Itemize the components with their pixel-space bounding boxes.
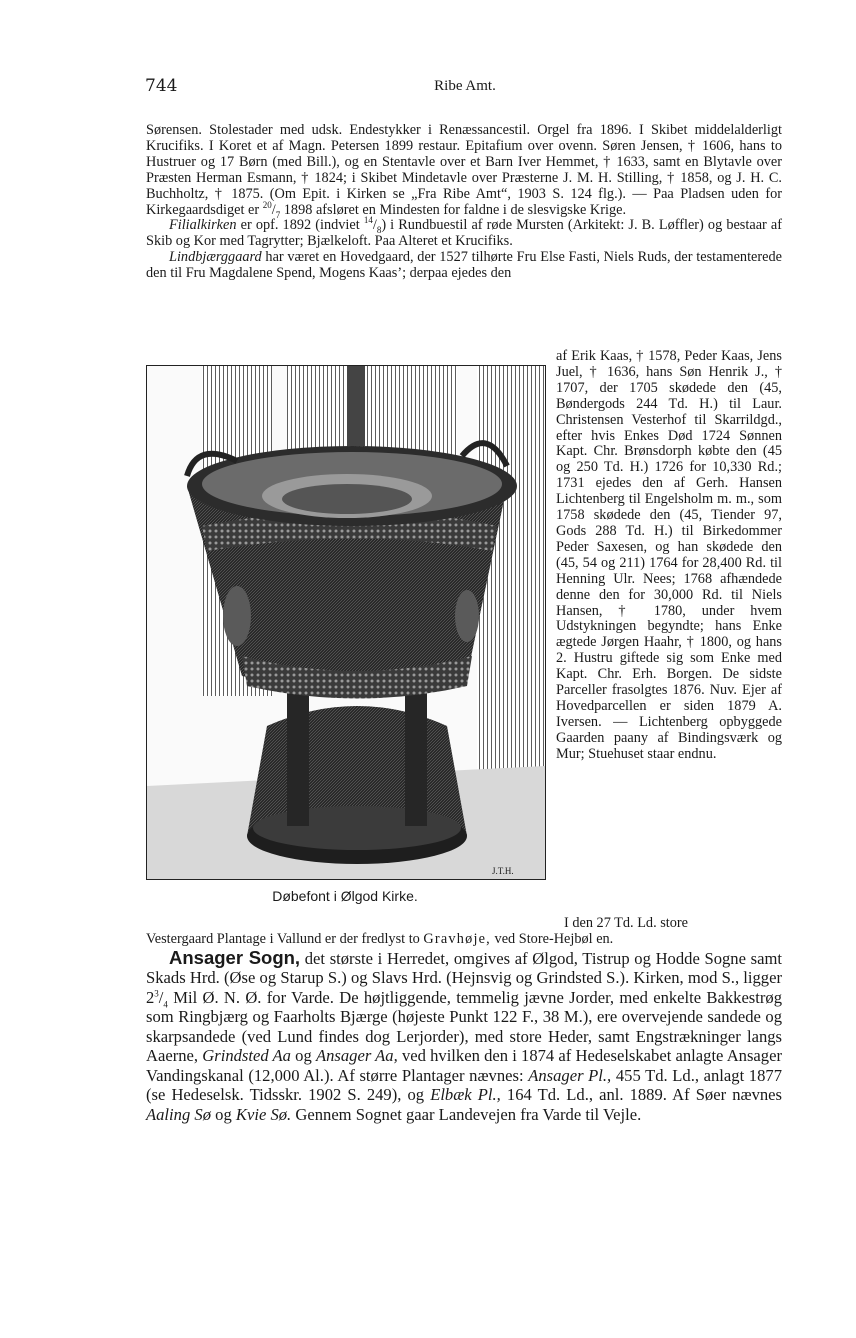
gravhoje-line: I den 27 Td. Ld. store Vestergaard Plantage i Vallund er der fredlyst to Gravhøje, ved Store-Hejbøl en. [146, 915, 689, 947]
lindbjaerggaard-heading: Lindbjærggaard [169, 249, 262, 266]
running-head [145, 76, 785, 100]
paragraph-ansager-sogn: Ansager Sogn, det største i Herredet, omgives af Ølgod, Tistrup og Hodde Sogne samt Skads Hrd. (Øse og Starup S.) og Slavs Hrd. (Hejnsvig og Grindsted S.). Kirken, mod S., ligger $2^3/_4$ Mil Ø. N. Ø. for Varde. De højtliggende, temmelig jævne Jorder, med enkelte Bakkestrøg som Ringbjærg og Faarholts Bjærge (højeste Punkt 122 F., 38 M.), ere overvejende sandede og skarpsandede (ved Lund findes dog Lerjorder), med store Heder, samt Engstrækninger langs Aaerne, Grindsted Aa og Ansager Aa, ved hvilken den i 1874 af Hedeselskabet anlagte Ansager Vandingskanal (12,000 Al.). Af større Plantager nævnes: Ansager Pl., 455 Td. Ld., anlagt 1877 (se Hedeselsk. Tidsskr. 1902 S. 249), og Elbæk Pl., 164 Td. Ld., anl. 1889. Af Søer nævnes Aaling Sø og Kvie Sø. Gennem Sognet gaar Landevejen fra Varde til Vejle. [146, 947, 782, 1124]
paragraph-filialkirken: Filialkirken er opf. 1892 (indviet $^{14}/_8$) i Rundbuestil af røde Mursten (Arkitekt: J. B. Løffler) og bestaar af Skib og Kor med Tagrytter; Bjælkeloft. Paa Alteret et Krucifiks. [146, 215, 783, 250]
upper-text [146, 123, 782, 282]
baptismal-font-engraving [146, 365, 546, 880]
running-title: Ribe Amt. [434, 78, 496, 94]
figure-caption: Døbefont i Ølgod Kirke. [272, 888, 418, 904]
wrap-text-column [556, 349, 782, 763]
engraver-signature: J.T.H. [492, 866, 514, 876]
paragraph-church-interior: Sørensen. Stolestader med udsk. Endestykker i Renæssancestil. Orgel fra 1896. I Skibet middelalderligt Krucifiks. I Koret et af Magn. Petersen 1899 restaur. Epitafium over ovenn. Søren Jensen, † 1606, hans to Hustruer og 17 Børn (med Bill.), og en Stentavle over et Barn Iver Hemmet, † 1633, samt en Blytavle over Præsten Herman Esmann, † 1824; i Skibet Mindetavle over Præsterne J. M. H. Stilling, † 1858, og J. H. C. Buchholtz, † 1875. (Om Epit. i Kirken se „Fra Ribe Amt“, 1903 S. 124 flg.). — Paa Pladsen uden for Kirkegaardsdiget er $^{20}/_7$ 1898 afsløret en Mindesten for faldne i de slesvigske Krige. [146, 122, 782, 220]
ansager-sogn-heading: Ansager Sogn, [169, 947, 301, 968]
lindbjaerggaard-owners: af Erik Kaas, † 1578, Peder Kaas, Jens Juel, † 1636, hans Søn Henrik J., † 1707, der 1705 skødede den (45, Bøndergods 244 Td. H.) til Laur. Christensen Vesterhof til Skarrildgd., efter hvis Enkes Død 1724 Sønnen Kapt. Chr. Brønsdorph købte den (45 og 250 Td. H.) 1726 for 10,330 Rd.; 1731 ejedes den af Gerh. Hansen Lichtenberg til Engelsholm m. m., som 1758 skødede den (45, Tiender 97, Gods 288 Td. H.) til Birkedommer Peder Saxesen, og han skødede den (45, 54 og 211) 1764 for 28,400 Rd. til Henning Ulr. Nees; 1768 afhændede denne den for 30,000 Rd. til Niels Hansen, † 1780, under hvem Udstykningen begyndte; hans Enke ægtede Jørgen Haahr, † 1800, og hans 2. Hustru giftede sig som Enke med Kapt. Chr. Erh. Borgen. De sidste Parceller frasolgtes 1876. Nuv. Ejer af Hovedparcellen er siden 1879 A. Iversen. — Lichtenberg opbyggede Gaarden paany af Bindingsværk og Mur; Stuehuset staar endnu. [556, 348, 782, 762]
page-number: 744 [145, 76, 178, 96]
paragraph-lindbjaerggaard: Lindbjærggaard har været en Hovedgaard, der 1527 tilhørte Fru Else Fasti, Niels Ruds, der testamenterede den til Fru Magdalene Spend, Mogens Kaas’; derpaa ejedes den [146, 249, 782, 282]
baptismal-font-illustration [147, 366, 545, 879]
filialkirken-heading: Filialkirken [169, 217, 237, 234]
